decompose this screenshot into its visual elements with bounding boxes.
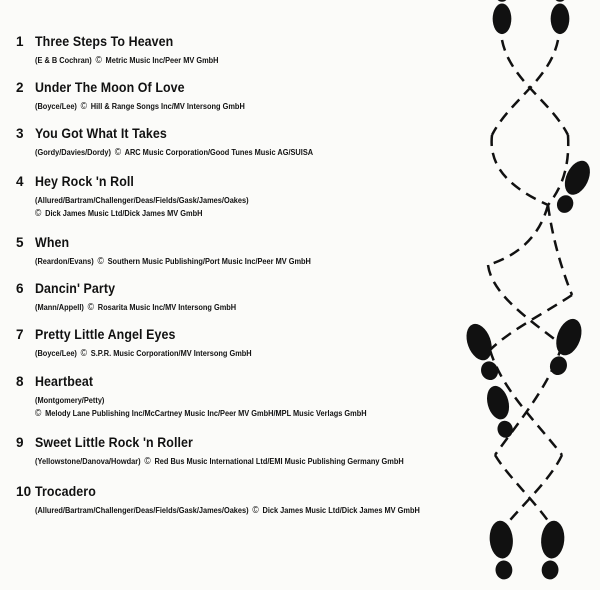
copyright-icon: © (95, 55, 102, 66)
track-credit (35, 347, 499, 360)
dance-footprints-illustration (440, 0, 600, 590)
track-publisher: Southern Music Publishing/Port Music Inc/Peer MV GmbH (107, 256, 311, 266)
track-item (16, 281, 486, 314)
copyright-icon: © (80, 348, 88, 359)
track-credit (35, 54, 499, 67)
track-writers: (Montgomery/Petty) (35, 395, 105, 405)
track-item (16, 327, 486, 360)
footprint-icon (484, 383, 518, 440)
copyright-icon: © (80, 101, 88, 112)
track-header (16, 281, 486, 296)
track-publisher: Melody Lane Publishing Inc/McCartney Music Inc/Peer MV GmbH/MPL Music Verlags GmbH (45, 408, 367, 418)
track-number: 6 (16, 281, 24, 296)
track-credit (35, 301, 499, 314)
track-item (16, 80, 486, 113)
track-header (16, 435, 486, 450)
track-publisher: Hill & Range Songs Inc/MV Intersong GmbH (90, 101, 245, 111)
track-writers: (Allured/Bartram/Challenger/Deas/Fields/Gask/James/Oakes) (35, 195, 249, 205)
track-writers: (Yellowstone/Danova/Howdar) (35, 456, 141, 466)
track-publisher: Metric Music Inc/Peer MV GmbH (105, 55, 219, 65)
track-number: 1 (16, 34, 24, 49)
track-publisher: Red Bus Music International Ltd/EMI Music Publishing Germany GmbH (154, 456, 404, 466)
track-title: Hey Rock 'n Roll (35, 174, 134, 189)
copyright-icon: © (35, 408, 42, 419)
track-number: 3 (16, 126, 24, 141)
track-item (16, 374, 486, 420)
track-writers: (Allured/Bartram/Challenger/Deas/Fields/Gask/James/Oakes) (35, 505, 249, 515)
copyright-icon: © (35, 208, 42, 219)
track-number: 4 (16, 174, 24, 189)
track-writers: (Boyce/Lee) (35, 101, 77, 111)
track-number: 9 (16, 435, 24, 450)
track-credit (35, 394, 499, 420)
track-credit (35, 194, 499, 220)
track-header (16, 174, 486, 189)
track-header (16, 235, 486, 250)
track-publisher: Rosarita Music Inc/MV Intersong GmbH (97, 302, 237, 312)
track-item (16, 435, 486, 468)
copyright-icon: © (144, 456, 151, 467)
track-credit (35, 455, 499, 468)
track-title: You Got What It Takes (35, 126, 167, 141)
copyright-icon: © (97, 256, 104, 267)
footprint-icon (538, 520, 566, 581)
track-credit (35, 146, 499, 159)
track-header (16, 126, 486, 141)
track-header (16, 484, 486, 499)
track-publisher: S.P.R. Music Corporation/MV Intersong GmbH (90, 348, 252, 358)
track-item (16, 126, 486, 159)
track-title: Three Steps To Heaven (35, 34, 174, 49)
track-title: Heartbeat (35, 374, 94, 389)
track-publisher: ARC Music Corporation/Good Tunes Music AG/SUISA (124, 147, 314, 157)
track-writers: (E & B Cochran) (35, 55, 92, 65)
copyright-icon: © (114, 147, 122, 158)
track-title: Trocadero (35, 484, 96, 499)
track-credit (35, 100, 499, 113)
footprint-icon (544, 315, 586, 378)
track-credit (35, 504, 499, 517)
footprint-icon (488, 520, 516, 581)
track-header (16, 374, 486, 389)
track-writers: (Boyce/Lee) (35, 348, 77, 358)
track-number: 7 (16, 327, 24, 342)
track-item (16, 235, 486, 268)
footprint-icon (551, 0, 570, 34)
track-item (16, 34, 486, 67)
track-item (16, 174, 486, 220)
track-title: When (35, 235, 70, 250)
track-header (16, 327, 486, 342)
track-number: 5 (16, 235, 24, 250)
track-writers: (Gordy/Davies/Dordy) (35, 147, 111, 157)
track-number: 10 (16, 484, 32, 499)
footprint-icon (462, 320, 504, 383)
track-number: 8 (16, 374, 24, 389)
track-header (16, 80, 486, 95)
footprint-icon (493, 0, 512, 34)
track-title: Dancin' Party (35, 281, 116, 296)
track-title: Under The Moon Of Love (35, 80, 185, 95)
track-credit (35, 255, 499, 268)
track-title: Sweet Little Rock 'n Roller (35, 435, 193, 450)
copyright-icon: © (87, 302, 94, 313)
track-item (16, 484, 486, 517)
track-publisher: Dick James Music Ltd/Dick James MV GmbH (45, 208, 203, 218)
track-writers: (Reardon/Evans) (35, 256, 94, 266)
track-number: 2 (16, 80, 24, 95)
track-header (16, 34, 486, 49)
track-title: Pretty Little Angel Eyes (35, 327, 176, 342)
step-path-lines (488, 40, 572, 540)
track-publisher: Dick James Music Ltd/Dick James MV GmbH (262, 505, 420, 515)
copyright-icon: © (252, 505, 259, 516)
footprint-icon (551, 157, 595, 217)
track-writers: (Mann/Appell) (35, 302, 84, 312)
